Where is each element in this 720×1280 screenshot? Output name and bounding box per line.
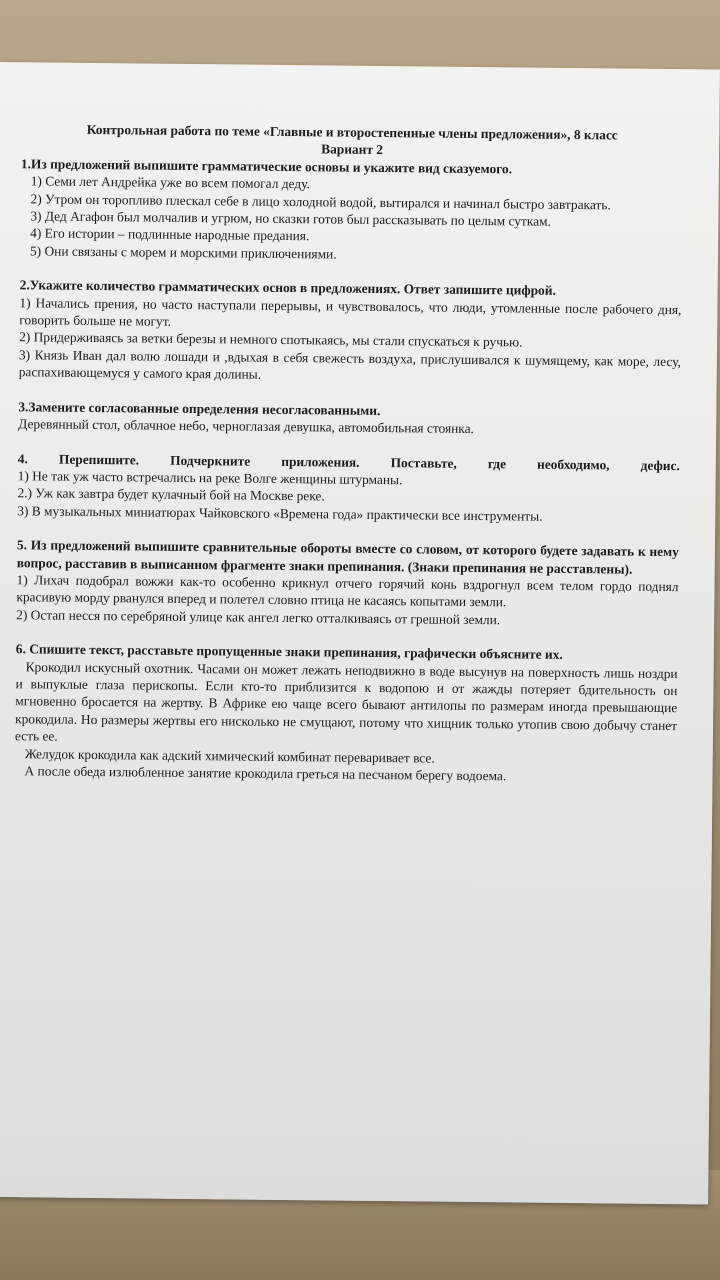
task-3-item: Деревянный стол, облачное небо, черноглазая девушка, автомобильная стоянка. <box>18 416 475 437</box>
task-6-paragraph: Крокодил искусный охотник. Часами он может лежать неподвижно в воде высунув на поверхность лишь ноздри и выпуклые глаза перископы. Если кто-то приблизится к водопою и от жажды потеряет бдительность он мгновенно бросается на жертву. В Африке ею чаще всего бывают антилопы по размерам иногда превышающие крокодила. Но размеры жертвы его нисколько не смущают, потому что хищник только утопив свою добычу станет есть ее. <box>14 658 678 744</box>
task-1-item: 1) Семи лет Андрейка уже во всем помогал деду. <box>30 173 310 192</box>
document-title: Контрольная работа по теме «Главные и второстепенные члены предложения», 8 класс <box>86 121 618 143</box>
task-1-heading: 1.Из предложений выпишите грамматические основы и укажите вид сказуемого. <box>20 156 513 177</box>
task-2 <box>19 276 682 387</box>
task-4 <box>17 450 680 527</box>
task-6 <box>14 640 677 786</box>
task-1-item: 2) Утром он торопливо плескал себе в лицо холодной водой, вытирался и начинал быстро завтракать. <box>30 190 611 213</box>
task-1 <box>20 155 683 266</box>
task-4-item: 2.) Уж как завтра будет кулачный бой на Москве реке. <box>17 485 325 504</box>
task-1-item: 4) Его истории – подлинные народные предания. <box>30 225 310 244</box>
task-5-heading: 5. Из предложений выпишите сравнительные обороты вместе со словом, от которого будете задавать к нему вопрос, расставив в выписанном фрагменте знаки препинания. (Знаки препинания не расставлены). <box>16 537 679 577</box>
task-2-item: 2) Придерживаясь за ветки березы и немного спотыкаясь, мы стали спускаться к ручью. <box>19 329 523 350</box>
task-2-item: 3) Князь Иван дал волю лошади и ,вдыхая в себя свежесть воздуха, прислушивался к шумящему, как море, лесу, распахивающемуся у самого края долины. <box>18 347 681 383</box>
task-6-paragraph: Желудок крокодила как адский химический комбинат переваривает все. <box>24 745 435 766</box>
task-5-item: 2) Остап несся по серебряной улице как ангел легко отталкиваясь от грешной земли. <box>16 606 501 628</box>
task-3 <box>18 398 680 440</box>
task-4-item: 1) Не так уж часто встречались на реке Волге женщины штурманы. <box>17 468 403 488</box>
test-paper-sheet <box>0 62 720 1204</box>
task-3-heading: 3.Замените согласованные определения несогласованными. <box>18 398 381 418</box>
task-5 <box>16 536 679 630</box>
task-2-heading: 2.Укажите количество грамматических основ в предложениях. Ответ запишите цифрой. <box>19 277 556 299</box>
document-content <box>14 120 683 786</box>
task-4-item: 3) В музыкальных миниатюрах Чайковского «Времена года» практически все инструменты. <box>17 502 543 524</box>
task-1-item: 5) Они связаны с морем и морскими приключениями. <box>29 243 337 262</box>
task-2-item: 1) Начались прения, но часто наступали перерывы, и чувствовалось, что люди, утомленные после рабочего дня, говорить больше не могут. <box>19 294 682 329</box>
task-6-paragraph: А после обеда излюбленное занятие крокодила греться на песчаном берегу водоема. <box>24 763 507 784</box>
variant-label: Вариант 2 <box>321 141 384 158</box>
task-5-item: 1) Лихач подобрал вожжи как-то особенно крикнул отчего горячий конь вздрогнул всем телом гордо поднял красивую морду рванулся вперед и полетел словно птица не касаясь копытами земли. <box>16 572 679 610</box>
task-6-heading: 6. Спишите текст, расставьте пропущенные знаки препинания, графически объясните их. <box>15 641 563 663</box>
task-4-heading: 4. Перепишите. Подчеркните приложения. Поставьте, где необходимо, дефис. <box>17 450 680 473</box>
task-1-item: 3) Дед Агафон был молчалив и угрюм, но сказки готов был рассказывать по целым суткам. <box>30 208 551 229</box>
